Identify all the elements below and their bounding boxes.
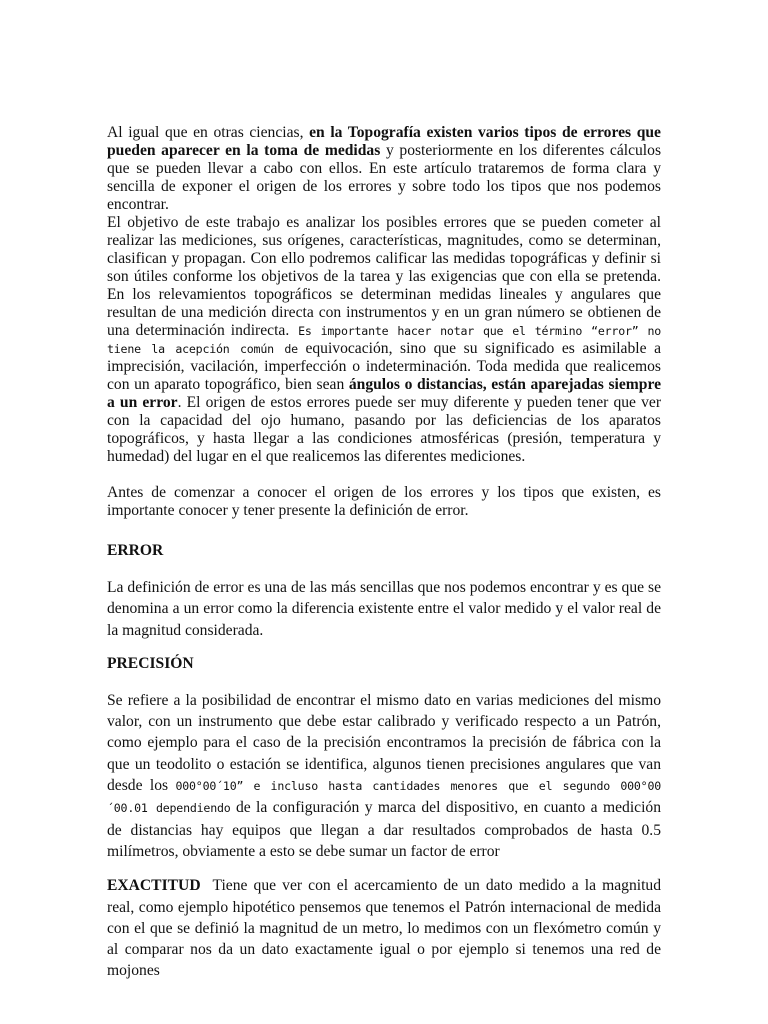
objective-note-text: Es importante hacer notar que el término “error” no tiene la acepción común de	[107, 324, 662, 356]
precision-angles-text: 000°00´10” e incluso hasta cantidades menores que el segundo 000°00´00.01 dependiendo	[107, 779, 661, 816]
exactitud-paragraph	[107, 875, 665, 981]
before-paragraph: Antes de comenzar a conocer el origen de los errores y los tipos que existen, es importante conocer y tener presente la definición de error.	[107, 484, 661, 519]
precision-heading: PRECISIÓN	[107, 654, 194, 672]
precision-paragraph	[107, 690, 661, 862]
objective-text-2: equivocación, sino que su significado es asimilable a imprecisión, vacilación, imperfección o indeterminación. Toda medida que realicemos con un aparato topográfico, bien sean	[107, 340, 661, 393]
objective-text-1: El objetivo de este trabajo es analizar los posibles errores que se pueden cometer al realizar las mediciones, sus orígenes, características, magnitudes, como se determinan, clasifican y propagan. Con ello podremos calificar las medidas topográficas y definir si son útiles conforme los objetivos de la tarea y las exigencias que con ella se pretenda. En los relevamientos topográficos se determinan medidas lineales y angulares que resultan de una medición directa con instrumentos y en un gran número se obtienen de una determinación indirecta.	[107, 214, 661, 339]
intro-paragraph	[107, 124, 661, 214]
intro-text-1: Al igual que en otras ciencias,	[107, 124, 304, 141]
precision-text-1: Se refiere a la posibilidad de encontrar el mismo dato en varias mediciones del mismo valor, con un instrumento que debe estar calibrado y verificado respecto a un Patrón, como ejemplo para el caso de la precisión encontramos la precisión de fábrica con la que un teodolito o estación se identifica, algunos tienen precisiones angulares que van desde los	[107, 691, 661, 795]
precision-text-2: de la configuración y marca del dispositivo, en cuanto a medición de distancias hay equipos que llegan a dar resultados comprobados de hasta 0.5 milímetros, obviamente a esto se debe sumar un factor de error	[107, 799, 661, 860]
objective-paragraph	[107, 214, 661, 466]
error-definition-paragraph: La definición de error es una de las más sencillas que nos podemos encontrar y es que se denomina a un error como la diferencia existente entre el valor medido y el valor real de la magnitud considerada.	[107, 579, 661, 639]
exactitud-heading: EXACTITUD	[107, 877, 201, 895]
intro-bold-text: en la Topografía existen varios tipos de errores que pueden aparecer en la toma de medidas	[107, 124, 661, 159]
error-heading: ERROR	[107, 542, 164, 559]
document-page	[107, 124, 665, 982]
intro-text-2: y posteriormente en los diferentes cálculos que se pueden llevar a cabo con ellos. En este artículo trataremos de forma clara y sencilla de exponer el origen de los errores y sobre todo los tipos que nos podemos encontrar.	[107, 142, 662, 213]
objective-text-3: . El origen de estos errores puede ser muy diferente y pueden tener que ver con la capacidad del ojo humano, pasando por las deficiencias de los aparatos topográficos, y hasta llegar a las condiciones atmosféricas (presión, temperatura y humedad) del lugar en el que realicemos las diferentes mediciones.	[107, 394, 662, 465]
objective-bold-text: ángulos o distancias, están aparejadas siempre a un error	[107, 376, 662, 411]
exactitud-text: Tiene que ver con el acercamiento de un dato medido a la magnitud real, como ejemplo hipotético pensemos que tenemos el Patrón internacional de medida con el que se definió la magnitud de un metro, lo medimos con un flexómetro común y al comparar nos da un dato exactamente igual o por ejemplo si tenemos una red de mojones	[107, 877, 665, 980]
